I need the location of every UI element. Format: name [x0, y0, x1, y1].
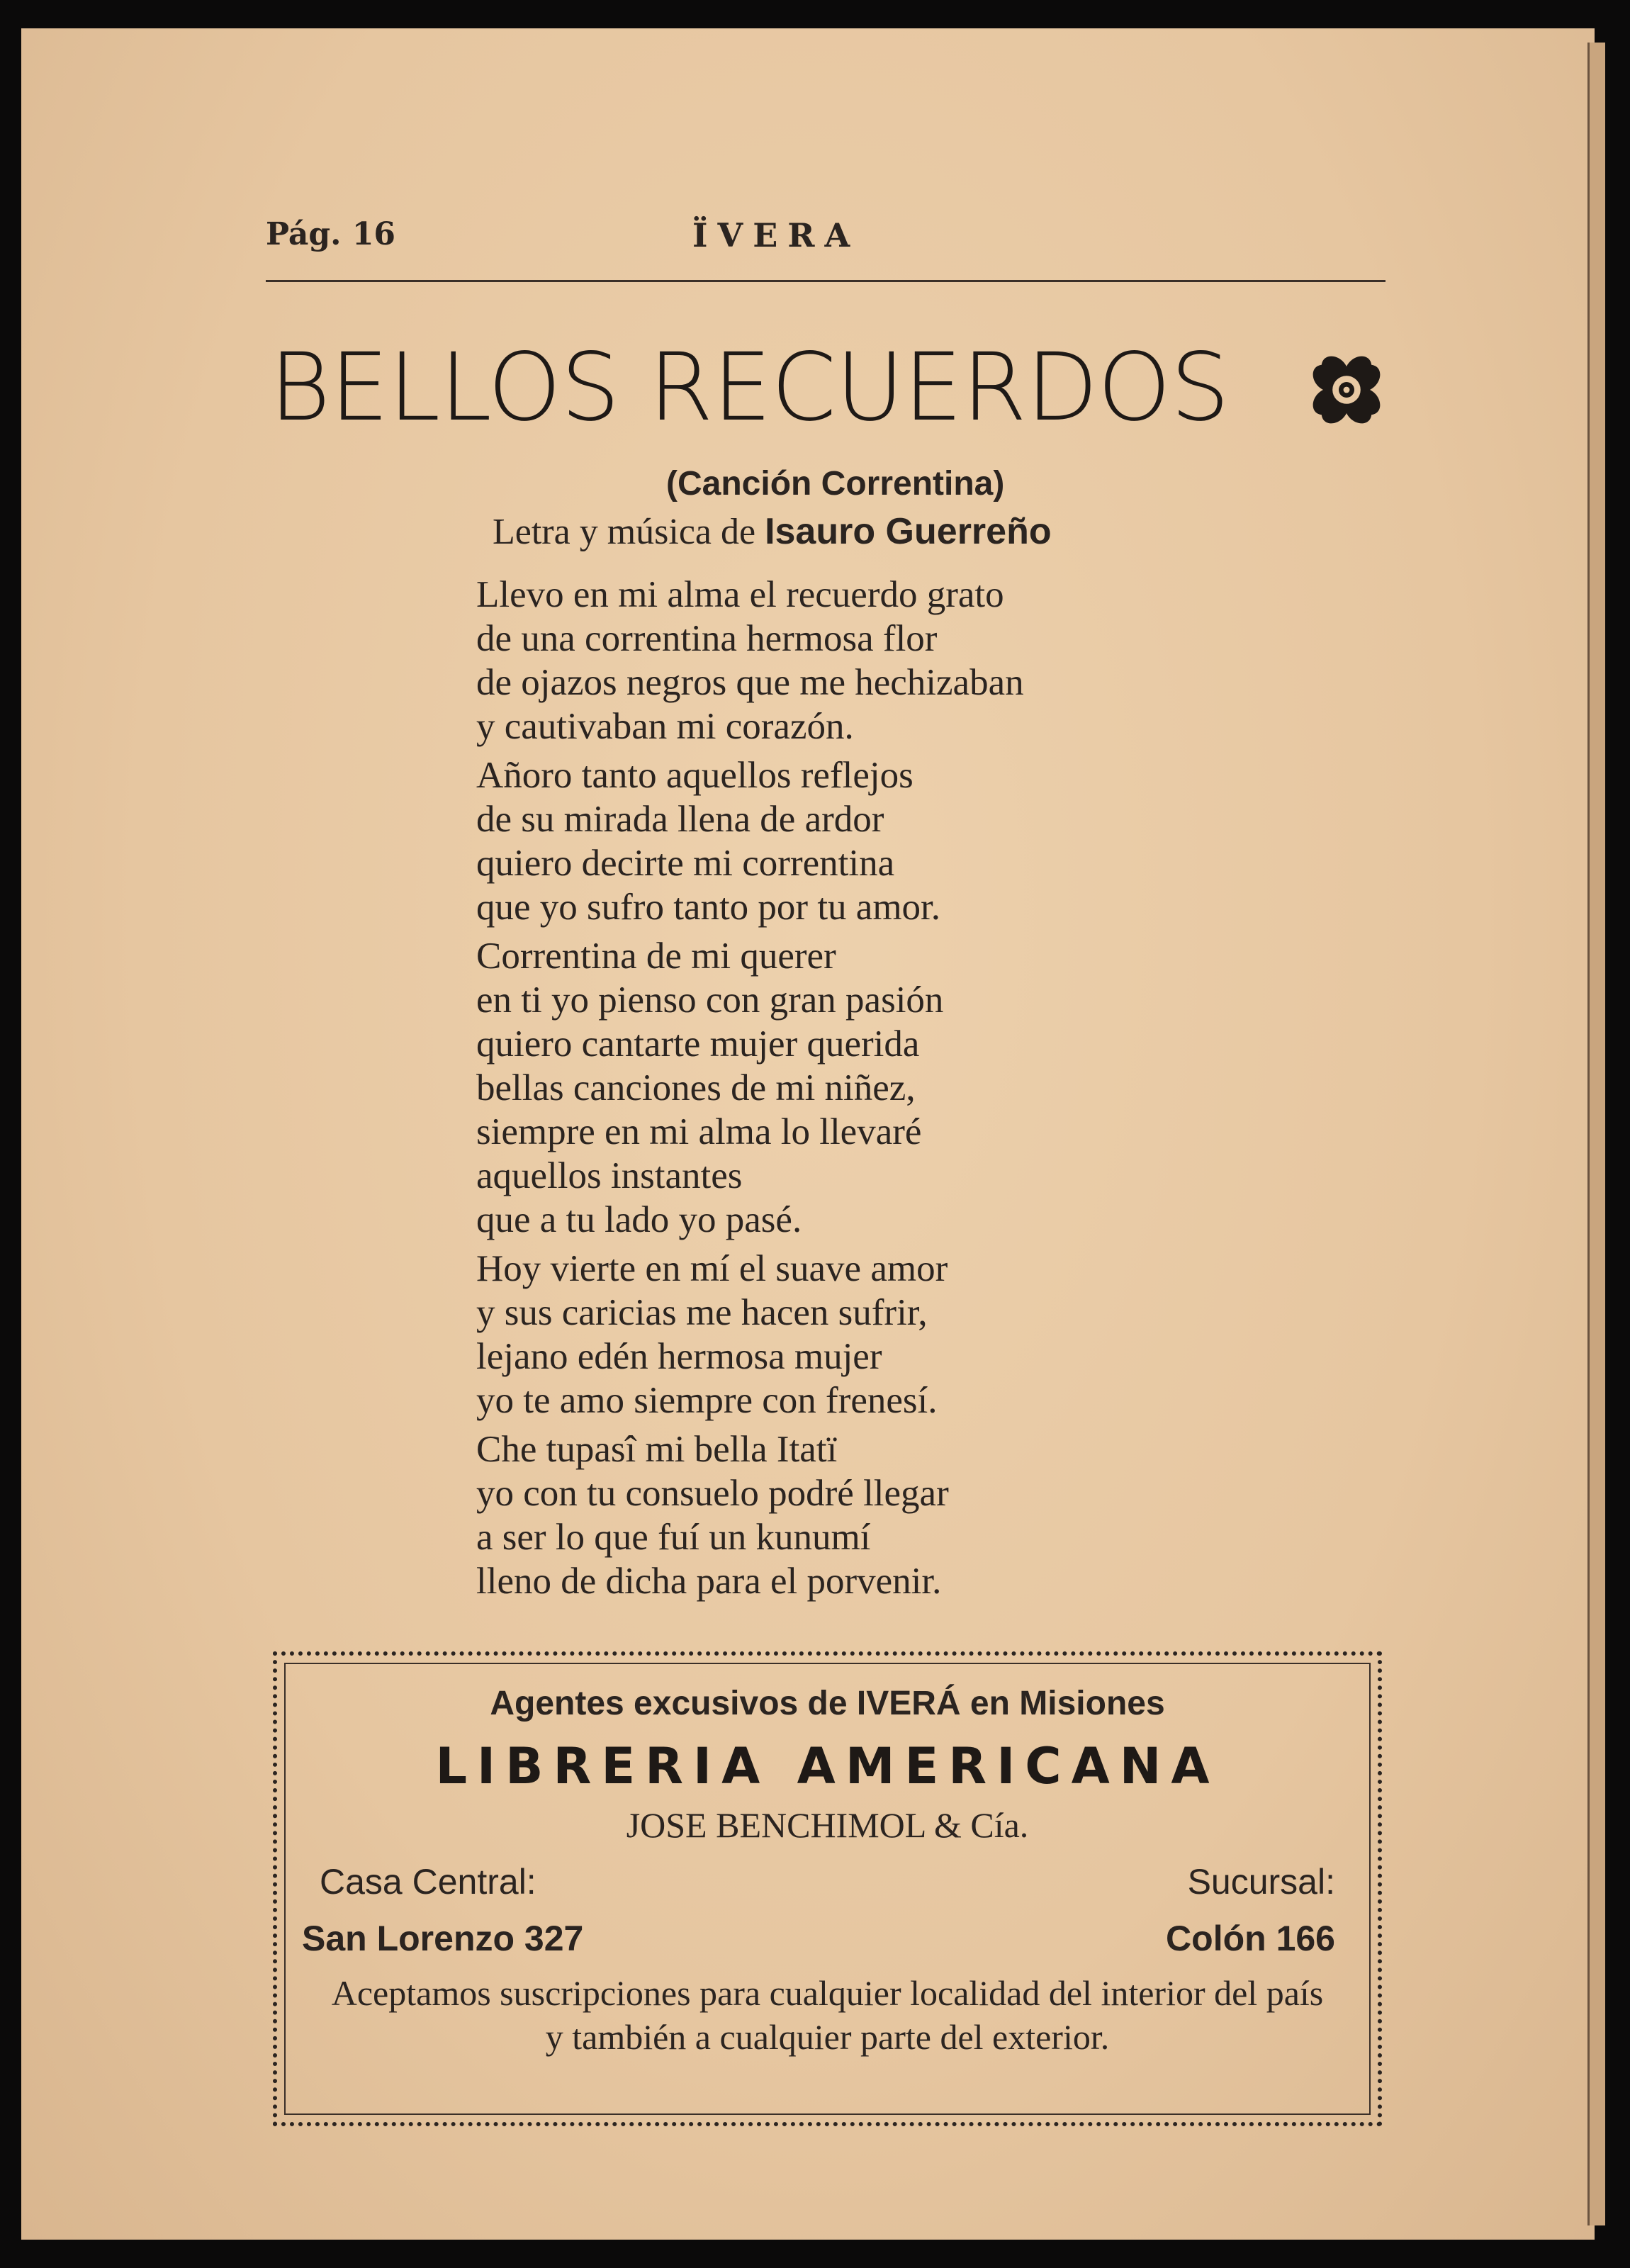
advertisement-box: [273, 1651, 1382, 2126]
lyric-line: yo te amo siempre con frenesí.: [476, 1380, 938, 1421]
lyric-line: que yo sufro tanto por tu amor.: [476, 887, 941, 928]
stanza: [476, 753, 1256, 929]
ad-branch-label: Sucursal:: [1187, 1862, 1335, 1902]
ad-branch-address: Colón 166: [1166, 1919, 1335, 1958]
ad-agents-line: Agentes excusivos de IVERÁ en Misiones: [490, 1685, 1165, 1722]
credit-prefix: Letra y música de: [493, 512, 756, 552]
ad-owner: JOSE BENCHIMOL & Cía.: [626, 1805, 1029, 1845]
stanza: [476, 573, 1256, 748]
lyric-line: quiero decirte mi correntina: [476, 843, 895, 884]
lyric-line: Añoro tanto aquellos reflejos: [476, 755, 914, 796]
lyric-line: siempre en mi alma lo llevaré: [476, 1111, 922, 1152]
stanza: [476, 1247, 1256, 1422]
article-credit: [493, 510, 1052, 553]
lyric-line: lejano edén hermosa mujer: [476, 1336, 882, 1377]
article-title: BELLOS RECUERDOS: [269, 333, 1230, 442]
lyric-line: bellas canciones de mi niñez,: [476, 1067, 916, 1108]
page-edge: [1587, 43, 1605, 2225]
lyric-line: y sus caricias me hacen sufrir,: [476, 1292, 928, 1333]
lyric-line: que a tu lado yo pasé.: [476, 1199, 802, 1240]
page-number: Pág. 16: [266, 216, 396, 252]
lyric-line: de una correntina hermosa flor: [476, 618, 938, 659]
stanza: [476, 934, 1256, 1242]
lyric-line: Che tupasî mi bella Itatï: [476, 1429, 838, 1470]
ad-main-office-address: San Lorenzo 327: [302, 1919, 584, 1958]
lyric-line: en ti yo pienso con gran pasión: [476, 979, 944, 1021]
ad-subscription-note: Aceptamos suscripciones para cualquier localidad del interior del país y también a cualquier parte del exterior.: [331, 1973, 1324, 2057]
lyric-line: Llevo en mi alma el recuerdo grato: [476, 574, 1004, 615]
lyric-line: lleno de dicha para el porvenir.: [476, 1561, 942, 1602]
lyrics: [476, 573, 1256, 1608]
page-header: [266, 216, 1386, 282]
lyric-line: y cautivaban mi corazón.: [476, 706, 854, 747]
ad-store-name: LIBRERIA AMERICANA: [435, 1737, 1220, 1795]
lyric-line: Hoy vierte en mí el suave amor: [476, 1248, 948, 1289]
lyric-line: de su mirada llena de ardor: [476, 799, 884, 840]
lyric-line: aquellos instantes: [476, 1155, 743, 1196]
credit-author: Isauro Guerreño: [765, 511, 1052, 552]
ad-main-office-label: Casa Central:: [320, 1862, 536, 1902]
running-title: ÏVERA: [692, 216, 860, 254]
lyric-line: a ser lo que fuí un kunumí: [476, 1517, 871, 1558]
lyric-line: yo con tu consuelo podré llegar: [476, 1473, 949, 1514]
lyric-line: de ojazos negros que me hechizaban: [476, 662, 1024, 703]
lyric-line: quiero cantarte mujer querida: [476, 1023, 920, 1065]
stanza: [476, 1427, 1256, 1603]
article-subtitle: (Canción Correntina): [666, 465, 1005, 503]
flower-ornament-icon: [1308, 351, 1386, 429]
lyric-line: Correntina de mi querer: [476, 936, 836, 977]
